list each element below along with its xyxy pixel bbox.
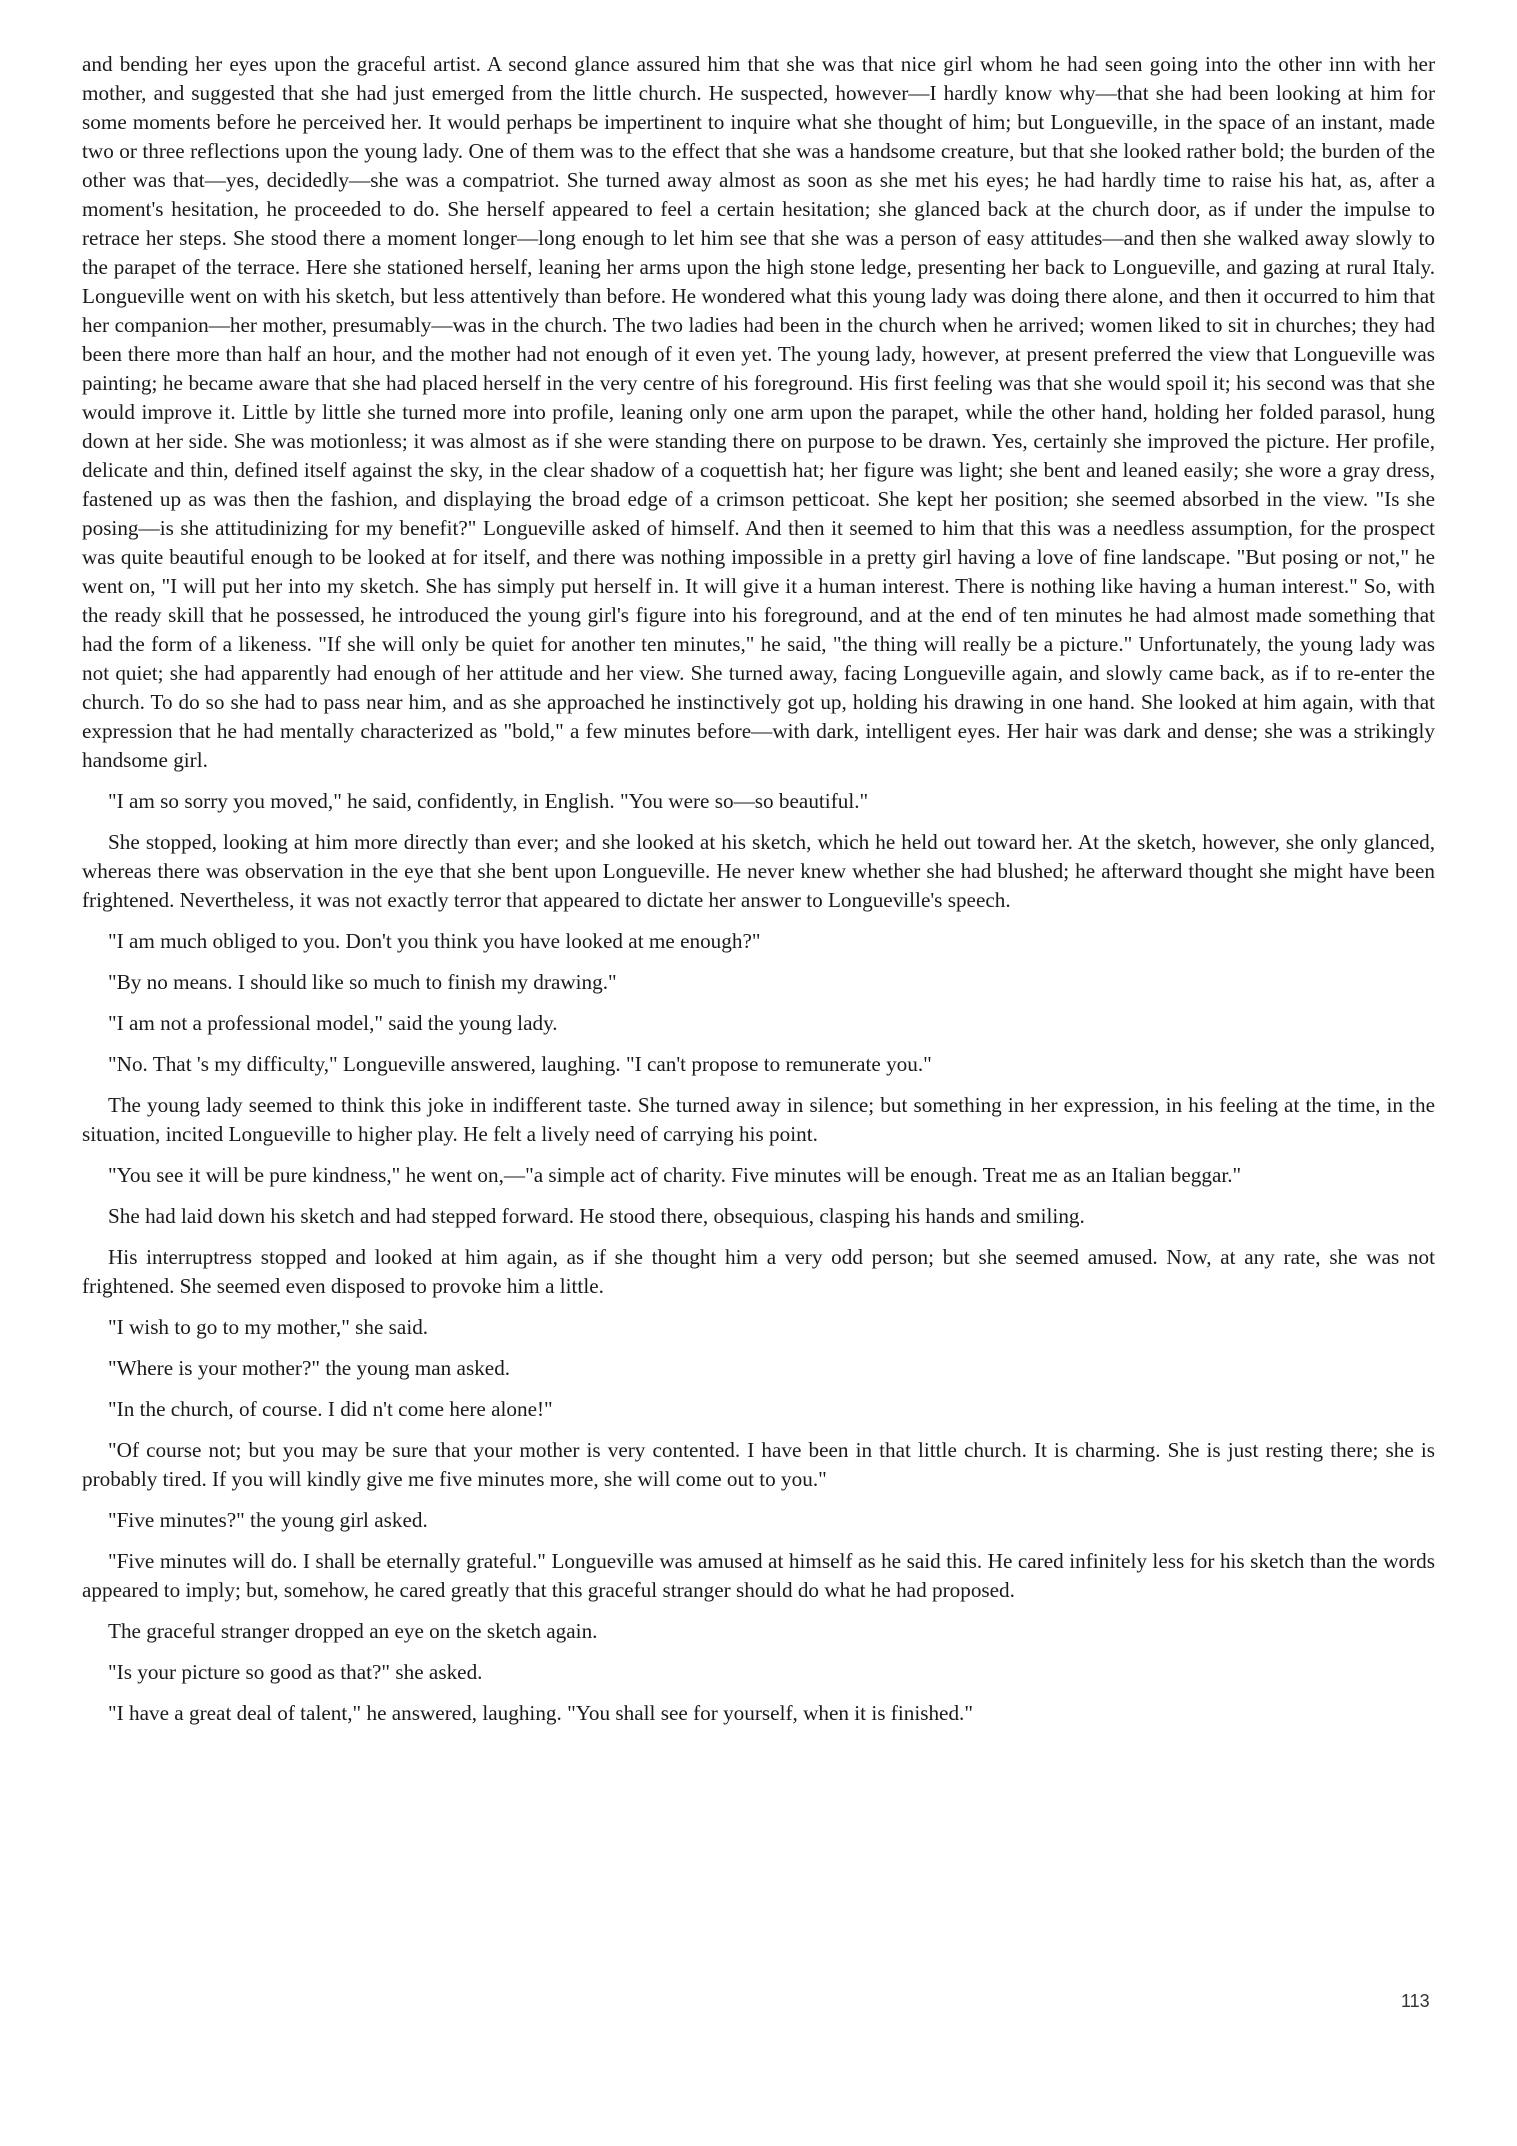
paragraph-2: "I am so sorry you moved," he said, confidently, in English. "You were so—so beautiful." (108, 789, 869, 813)
paragraph-14: "In the church, of course. I did n't come here alone!" (108, 1397, 553, 1421)
paragraph-4: "I am much obliged to you. Don't you think you have looked at me enough?" (108, 929, 761, 953)
page-number: 113 (1401, 1991, 1430, 2011)
paragraph-3: She stopped, looking at him more directly than ever; and she looked at his sketch, which he held out toward her. At the sketch, however, she only glanced, whereas there was observation in the eye that she bent upon Longueville. He never knew whether she had blushed; he afterward thought she might have been frightened. Nevertheless, it was not exactly terror that appeared to dictate her answer to Longueville's speech. (82, 830, 1435, 912)
page-body (82, 50, 1435, 1740)
paragraph-10: She had laid down his sketch and had stepped forward. He stood there, obsequious, clasping his hands and smiling. (108, 1204, 1085, 1228)
paragraph-8: The young lady seemed to think this joke in indifferent taste. She turned away in silence; but something in her expression, in his feeling at the time, in the situation, incited Longueville to higher play. He felt a lively need of carrying his point. (82, 1093, 1435, 1146)
paragraph-20: "I have a great deal of talent," he answered, laughing. "You shall see for yourself, when it is finished." (108, 1701, 973, 1725)
paragraph-13: "Where is your mother?" the young man asked. (108, 1356, 511, 1380)
paragraph-17: "Five minutes will do. I shall be eternally grateful." Longueville was amused at himself as he said this. He cared infinitely less for his sketch than the words appeared to imply; but, somehow, he cared greatly that this graceful stranger should do what he had proposed. (82, 1549, 1435, 1602)
paragraph-6: "I am not a professional model," said the young lady. (108, 1011, 558, 1035)
paragraph-5: "By no means. I should like so much to finish my drawing." (108, 970, 617, 994)
paragraph-12: "I wish to go to my mother," she said. (108, 1315, 429, 1339)
paragraph-16: "Five minutes?" the young girl asked. (108, 1508, 428, 1532)
paragraph-7: "No. That 's my difficulty," Longueville answered, laughing. "I can't propose to remunerate you." (108, 1052, 932, 1076)
paragraph-15: "Of course not; but you may be sure that your mother is very contented. I have been in that little church. It is charming. She is just resting there; she is probably tired. If you will kindly give me five minutes more, she will come out to you." (82, 1438, 1435, 1491)
paragraph-19: "Is your picture so good as that?" she asked. (108, 1660, 483, 1684)
paragraph-18: The graceful stranger dropped an eye on the sketch again. (108, 1619, 598, 1643)
paragraph-1: and bending her eyes upon the graceful artist. A second glance assured him that she was that nice girl whom he had seen going into the other inn with her mother, and suggested that she had just emerged from the little church. He suspected, however—I hardly know why—that she had been looking at him for some moments before he perceived her. It would perhaps be impertinent to inquire what she thought of him; but Longueville, in the space of an instant, made two or three reflections upon the young lady. One of them was to the effect that she was a handsome creature, but that she looked rather bold; the burden of the other was that—yes, decidedly—she was a compatriot. She turned away almost as soon as she met his eyes; he had hardly time to raise his hat, as, after a moment's hesitation, he proceeded to do. She herself appeared to feel a certain hesitation; she glanced back at the church door, as if under the impulse to retrace her steps. She stood there a moment longer—long enough to let him see that she was a person of easy attitudes—and then she walked away slowly to the parapet of the terrace. Here she stationed herself, leaning her arms upon the high stone ledge, presenting her back to Longueville, and gazing at rural Italy. Longueville went on with his sketch, but less attentively than before. He wondered what this young lady was doing there alone, and then it occurred to him that her companion—her mother, presumably—was in the church. The two ladies had been in the church when he arrived; women liked to sit in churches; they had been there more than half an hour, and the mother had not enough of it even yet. The young lady, however, at present preferred the view that Longueville was painting; he became aware that she had placed herself in the very centre of his foreground. His first feeling was that she would spoil it; his second was that she would improve it. Little by little she turned more into profile, leaning only one arm upon the parapet, while the other hand, holding her folded parasol, hung down at her side. She was motionless; it was almost as if she were standing there on purpose to be drawn. Yes, certainly she improved the picture. Her profile, delicate and thin, defined itself against the sky, in the clear shadow of a coquettish hat; her figure was light; she bent and leaned easily; she wore a gray dress, fastened up as was then the fashion, and displaying the broad edge of a crimson petticoat. She kept her position; she seemed absorbed in the view. "Is she posing—is she attitudinizing for my benefit?" Longueville asked of himself. And then it seemed to him that this was a needless assumption, for the prospect was quite beautiful enough to be looked at for itself, and there was nothing impossible in a pretty girl having a love of fine landscape. "But posing or not," he went on, "I will put her into my sketch. She has simply put herself in. It will give it a human interest. There is nothing like having a human interest." So, with the ready skill that he possessed, he introduced the young girl's figure into his foreground, and at the end of ten minutes he had almost made something that had the form of a likeness. "If she will only be quiet for another ten minutes," he said, "the thing will really be a picture." Unfortunately, the young lady was not quiet; she had apparently had enough of her attitude and her view. She turned away, facing Longueville again, and slowly came back, as if to re-enter the church. To do so she had to pass near him, and as she approached he instinctively got up, holding his drawing in one hand. She looked at him again, with that expression that he had mentally characterized as "bold," a few minutes before—with dark, intelligent eyes. Her hair was dark and dense; she was a strikingly handsome girl. (82, 52, 1435, 772)
paragraph-11: His interruptress stopped and looked at him again, as if she thought him a very odd person; but she seemed amused. Now, at any rate, she was not frightened. She seemed even disposed to provoke him a little. (82, 1245, 1435, 1298)
paragraph-9: "You see it will be pure kindness," he went on,—"a simple act of charity. Five minutes will be enough. Treat me as an Italian beggar." (108, 1163, 1242, 1187)
